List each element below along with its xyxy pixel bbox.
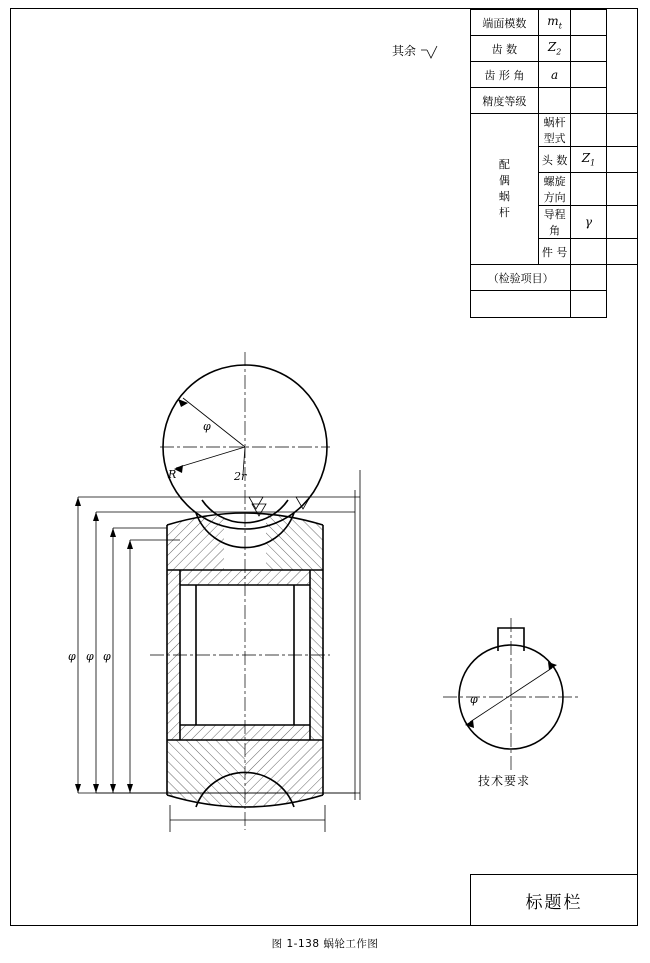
dim-label-pitch: φ [86, 650, 94, 663]
param-name: 头 数 [538, 147, 571, 173]
technical-requirements-label: 技术要求 [478, 774, 531, 788]
param-symbol: $m_t$ [538, 10, 571, 36]
param-name: 齿 数 [471, 36, 539, 62]
param-name: 齿 形 角 [471, 62, 539, 88]
figure-caption: 图 1-138 蜗轮工作图 [271, 938, 379, 950]
dim-label-od: φ [68, 650, 76, 663]
param-name: 件 号 [538, 239, 571, 265]
param-name: 导程角 [538, 206, 571, 239]
param-name: 蜗杆型式 [538, 114, 571, 147]
param-symbol: $Z_2$ [538, 36, 571, 62]
title-block-label: 标题栏 [525, 893, 583, 913]
param-name: 端面模数 [471, 10, 539, 36]
mating-worm-group-label: 配 偶 蜗 杆 [471, 114, 539, 265]
inspection-item-label: （检验项目） [471, 265, 571, 291]
param-name: 精度等级 [471, 88, 539, 114]
dim-label-R: R [168, 468, 177, 481]
dim-label-2r: 2r [234, 470, 247, 483]
param-symbol: a [538, 62, 571, 88]
dim-label-throat-diameter: φ [203, 420, 211, 433]
radius-callouts [167, 398, 247, 483]
dim-label-root: φ [103, 650, 111, 663]
dim-label-side-diameter: φ [470, 693, 478, 706]
surface-finish-text: 其余 [392, 44, 417, 58]
param-symbol: γ [571, 206, 606, 239]
param-name: 螺旋方向 [538, 173, 571, 206]
param-symbol: $Z_1$ [571, 147, 606, 173]
